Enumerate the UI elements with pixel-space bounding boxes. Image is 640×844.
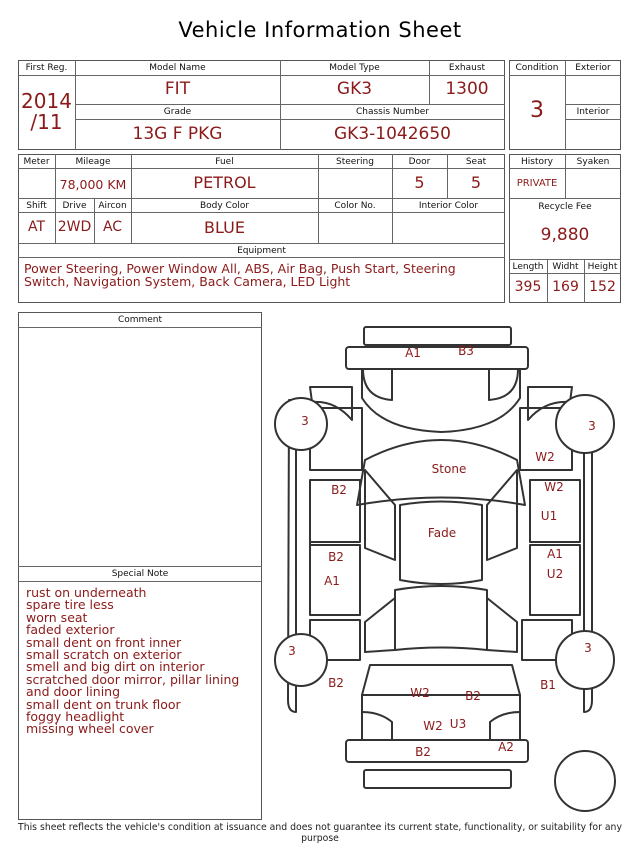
- list-item: worn seat: [26, 609, 88, 625]
- wheels: [275, 395, 615, 811]
- list-item: smell and big dirt on interior: [26, 659, 205, 675]
- aircon-value: AC: [102, 219, 123, 235]
- body-color-value: BLUE: [204, 218, 245, 237]
- width-label: Widht: [552, 262, 579, 272]
- list-item: small scratch on exterior: [26, 647, 182, 663]
- chassis-number-value: GK3-1042650: [334, 124, 451, 144]
- mark-text: 3: [288, 644, 296, 658]
- history-value: PRIVATE: [516, 178, 558, 189]
- list-item: spare tire less: [26, 597, 114, 613]
- mark-text: W2: [544, 480, 564, 494]
- mark-text: B2: [331, 483, 347, 497]
- list-item: foggy headlight: [26, 709, 125, 725]
- fuel-label: Fuel: [215, 157, 234, 167]
- mark-text: U1: [540, 509, 558, 523]
- steering-label: Steering: [336, 157, 374, 167]
- wheel-rear-right: [556, 631, 614, 689]
- mileage-value: 78,000 KM: [59, 177, 127, 192]
- list-item: small dent on trunk floor: [26, 696, 181, 712]
- seat-value: 5: [470, 173, 482, 192]
- interior-label: Interior: [576, 107, 610, 117]
- mark-text: 3: [588, 419, 596, 433]
- mark-text: A1: [405, 346, 421, 360]
- length-value: 395: [514, 279, 542, 295]
- mark-text: B3: [458, 344, 474, 358]
- mark-text: Fade: [427, 526, 457, 540]
- special-note-label: Special Note: [111, 569, 169, 579]
- comment-label: Comment: [117, 315, 163, 325]
- mark-text: Stone: [431, 462, 467, 476]
- mark-text: W2: [423, 719, 443, 733]
- drive-value: 2WD: [57, 219, 92, 235]
- list-item: small dent on front inner: [26, 634, 182, 650]
- mark-text: B2: [328, 550, 344, 564]
- mark-text: U2: [546, 567, 564, 581]
- body-color-label: Body Color: [199, 201, 250, 211]
- door-label: Door: [408, 157, 431, 167]
- recycle-fee-label: Recycle Fee: [538, 202, 592, 212]
- width-value: 169: [552, 279, 579, 295]
- disclaimer-footer: This sheet reflects the vehicle's condition at issuance and does not guarantee its current state, functionality, or suitability for any purpose: [18, 822, 622, 844]
- list-item: missing wheel cover: [26, 721, 154, 737]
- height-label: Height: [587, 262, 618, 272]
- history-label: History: [520, 157, 554, 167]
- grade-label: Grade: [163, 107, 192, 117]
- mark-text: W2: [535, 450, 555, 464]
- mark-text: B2: [465, 689, 481, 703]
- list-item: scratched door mirror, pillar lining and door lining: [26, 671, 240, 700]
- mark-text: B2: [415, 745, 431, 759]
- aircon-label: Aircon: [98, 201, 127, 211]
- length-label: Length: [512, 262, 544, 272]
- condition-label: Condition: [515, 63, 559, 73]
- exhaust-value: 1300: [445, 79, 489, 99]
- mark-text: A1: [324, 574, 340, 588]
- condition-value: 3: [530, 98, 544, 123]
- spare-wheel: [555, 751, 615, 811]
- first-reg-month: /11: [30, 110, 63, 134]
- mark-text: A1: [547, 547, 563, 561]
- list-item: rust on underneath: [26, 585, 147, 600]
- shift-label: Shift: [26, 201, 47, 211]
- model-type-value: GK3: [336, 79, 373, 99]
- chassis-number-label: Chassis Number: [355, 107, 430, 117]
- model-name-value: FIT: [164, 79, 191, 99]
- wheel-rear-left: [275, 634, 327, 686]
- mark-text: B1: [540, 678, 556, 692]
- mark-text: B2: [328, 676, 344, 690]
- exterior-label: Exterior: [575, 63, 611, 73]
- drive-label: Drive: [62, 201, 87, 211]
- model-type-label: Model Type: [329, 63, 380, 73]
- equipment-value: Power Steering, Power Window All, ABS, Air Bag, Push Start, Steering Switch, Navigation System, Back Camera, LED Light: [24, 261, 456, 289]
- mark-text: 3: [584, 641, 592, 655]
- syaken-label: Syaken: [576, 157, 610, 167]
- exhaust-label: Exhaust: [448, 63, 486, 73]
- shift-value: AT: [27, 219, 46, 235]
- door-value: 5: [414, 173, 425, 192]
- meter-label: Meter: [23, 157, 50, 167]
- first-reg-year: 2014: [21, 89, 72, 113]
- first-reg-label: First Reg.: [25, 63, 68, 73]
- list-item: faded exterior: [26, 622, 115, 638]
- mark-text: 3: [301, 414, 309, 428]
- fuel-value: PETROL: [193, 173, 256, 192]
- model-name-label: Model Name: [149, 63, 206, 73]
- page-title: Vehicle Information Sheet: [178, 18, 462, 42]
- mark-text: A2: [498, 740, 514, 754]
- height-value: 152: [589, 279, 616, 295]
- interior-color-label: Interior Color: [418, 201, 479, 211]
- mark-text: W2: [410, 686, 430, 700]
- wheel-front-right: [556, 395, 614, 453]
- seat-label: Seat: [465, 157, 487, 167]
- mark-text: U3: [449, 717, 467, 731]
- grade-value: 13G F PKG: [132, 124, 223, 144]
- mileage-label: Mileage: [75, 157, 111, 167]
- color-no-label: Color No.: [334, 201, 376, 211]
- equipment-label: Equipment: [237, 246, 286, 256]
- recycle-fee-value: 9,880: [540, 225, 590, 245]
